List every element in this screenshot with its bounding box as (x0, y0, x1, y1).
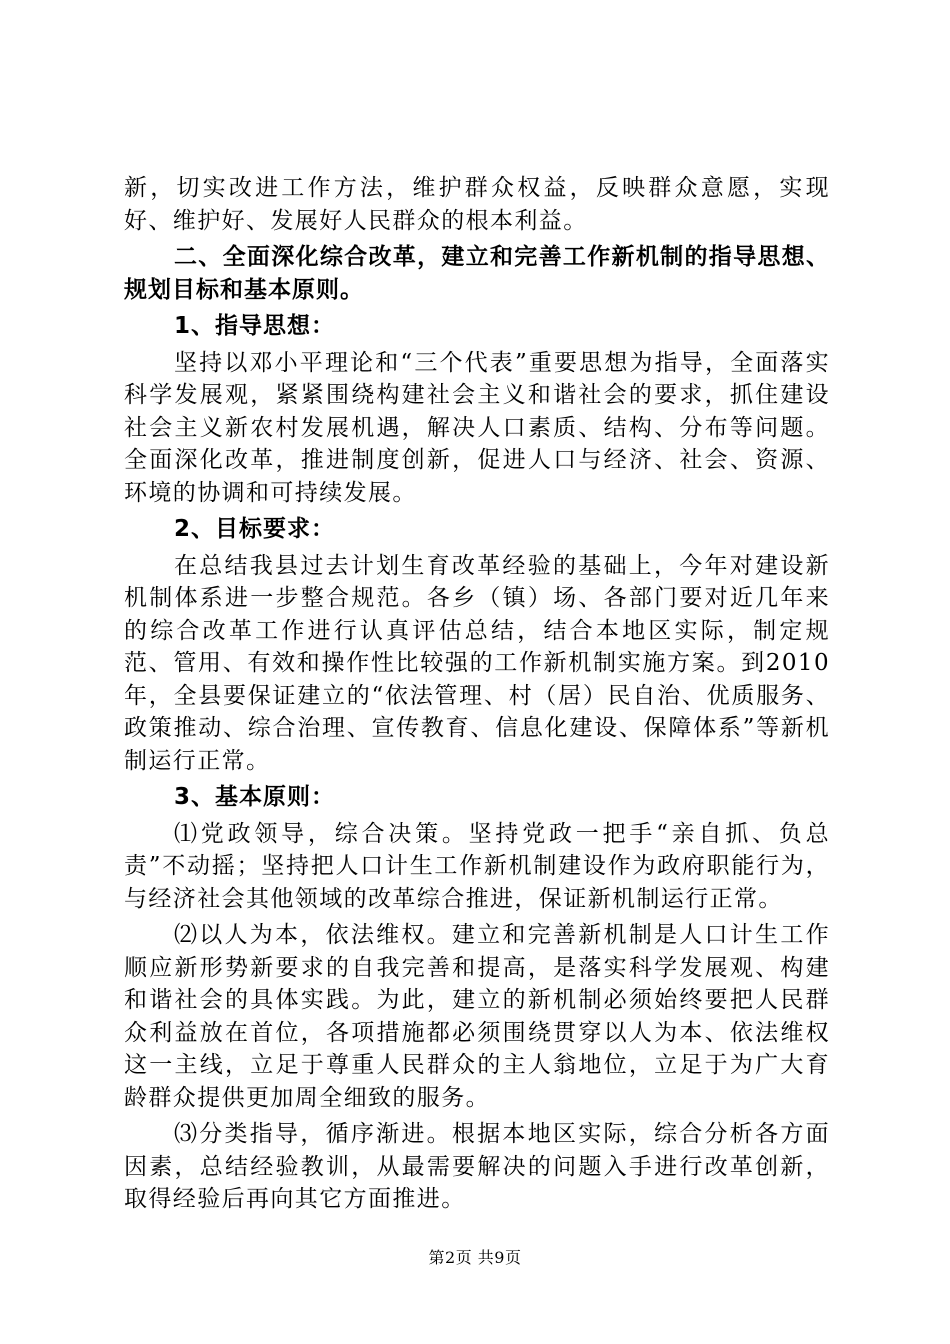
subheading-guiding-ideology: 1、指导思想： (174, 313, 336, 339)
paragraph-target-requirements: 在总结我县过去计划生育改革经验的基础上，今年对建设新机制体系进一步整合规范。各乡（镇）场、各部门要对近几年来的综合改革工作进行认真评估总结，结合本地区实际，制定规范、管用、有效和操作性比较强的工作新机制实施方案。到2010年，全县要保证建立的“依法管理、村（居）民自治、优质服务、政策推动、综合治理、宣传教育、信息化建设、保障体系”等新机制运行正常。 (124, 552, 830, 774)
page-number-footer: 第2页 共9页 (428, 1248, 522, 1267)
paragraph-guiding-ideology: 坚持以邓小平理论和“三个代表”重要思想为指导，全面落实科学发展观，紧紧围绕构建社会主义和谐社会的要求，抓住建设社会主义新农村发展机遇，解决人口素质、结构、分布等问题。全面深化改革，推进制度创新，促进人口与经济、社会、资源、环境的协调和可持续发展。 (124, 349, 830, 506)
subheading-target-requirements: 2、目标要求： (174, 516, 336, 542)
paragraph-principle-2: ⑵以人为本，依法维权。建立和完善新机制是人口计生工作顺应新形势新要求的自我完善和提高，是落实科学发展观、构建和谐社会的具体实践。为此，建立的新机制必须始终要把人民群众利益放在首位，各项措施都必须围绕贯穿以人为本、依法维权这一主线，立足于尊重人民群众的主人翁地位，立足于为广大育龄群众提供更加周全细致的服务。 (124, 922, 830, 1111)
document-body (124, 172, 830, 1216)
paragraph-continuation: 新，切实改进工作方法，维护群众权益，反映群众意愿，实现好、维护好、发展好人民群众的根本利益。 (124, 175, 830, 234)
paragraph-principle-3: ⑶分类指导，循序渐进。根据本地区实际，综合分析各方面因素，总结经验教训，从最需要解决的问题入手进行改革创新，取得经验后再向其它方面推进。 (124, 1121, 830, 1212)
section-heading-2: 二、全面深化综合改革，建立和完善工作新机制的指导思想、规划目标和基本原则。 (124, 244, 830, 303)
subheading-basic-principles: 3、基本原则： (174, 784, 336, 810)
paragraph-principle-1: ⑴党政领导，综合决策。坚持党政一把手“亲自抓、负总责”不动摇；坚持把人口计生工作新机制建设作为政府职能行为，与经济社会其他领域的改革综合推进，保证新机制运行正常。 (124, 820, 830, 912)
